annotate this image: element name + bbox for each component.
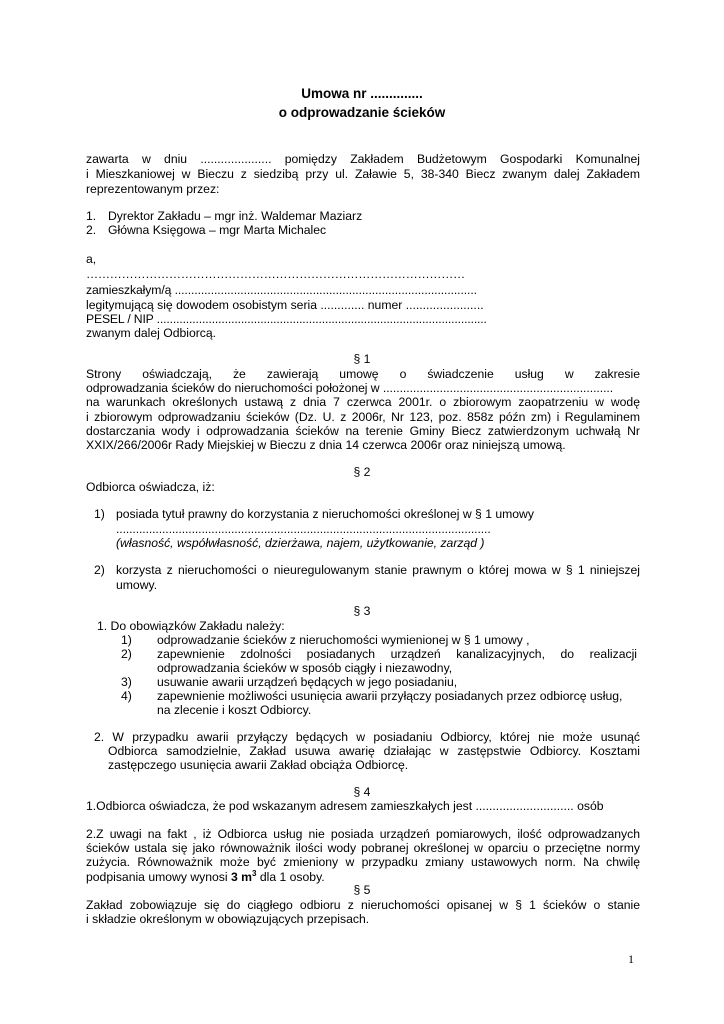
section-intro: Odbiorca oświadcza, iż: — [86, 480, 215, 494]
paragraph-line: dostarczania wody i odprowadzania ścieków na terenie Gminy Biecz zatwierdzonym uchwałą Nr — [86, 424, 640, 438]
paragraph-line: Zakład zobowiązuje się do ciągłego odbioru z nieruchomości opisanej w § 1 ścieków o stanie — [86, 898, 640, 912]
list-item-text: na zlecenie i koszt Odbiorcy. — [157, 703, 312, 717]
page-number: 1 — [628, 952, 634, 966]
list-number: 1) — [94, 507, 105, 521]
list-item-text: zapewnienie zdolności posiadanych urządzeń kanalizacyjnych, do realizacji — [157, 647, 637, 661]
list-item-text: umowy. — [116, 578, 158, 592]
paragraph-line: 2.Z uwagi na fakt , iż Odbiorca usług nie posiada urządzeń pomiarowych, ilość odprowadzanych — [86, 827, 640, 841]
intro-line: zawarta w dniu ..................... pomiędzy Zakładem Budżetowym Gospodarki Komunalnej — [86, 152, 640, 166]
volume-value — [231, 870, 256, 884]
superscript: 3 — [252, 868, 257, 878]
paragraph-line: Odbiorca samodzielnie, Zakład usuwa awarię działając w zastępstwie Odbiorcy. Kosztami — [108, 744, 640, 758]
document-subtitle: o odprowadzanie ścieków — [278, 105, 446, 120]
party-name-dots: …………………………………………………………………………………… — [86, 267, 465, 281]
list-item-text: odprowadzania ścieków w sposób ciągły i niezawodny, — [157, 661, 453, 675]
list-item-text: odprowadzanie ścieków z nieruchomości wymienionej w § 1 umowy , — [157, 633, 530, 647]
list-number: 2. — [86, 223, 97, 237]
intro-line: i Mieszkaniowej w Bieczu z siedzibą przy ul. Załawie 5, 38-340 Biecz zwanym dalej Zakładem — [86, 167, 640, 181]
party-address: zamieszkałym/ą ............................................................................................ — [86, 283, 477, 297]
list-number: 2) — [121, 647, 132, 661]
party-called: zwanym dalej Odbiorcą. — [86, 326, 217, 340]
paragraph-line: ścieków ustala się jako równoważnik ilości wody pobranej określonej w oparciu o przeciętne normy — [86, 841, 640, 855]
representative-text: Główna Księgowa – mgr Marta Michalec — [108, 223, 327, 237]
party-pesel: PESEL / NIP ...................................................................................................... — [86, 312, 487, 326]
paragraph-line: 2. W przypadku awarii przyłączy będących w posiadaniu Odbiorcy, której nie może usunąć — [94, 730, 640, 744]
section-intro: 1. Do obowiązków Zakładu należy: — [97, 619, 285, 633]
list-item-text: korzysta z nieruchomości o nieuregulowanym stanie prawnym o której mowa w § 1 niniejszej — [116, 563, 640, 577]
item-note: (własność, współwłasność, dzierżawa, najem, użytkowanie, zarząd ) — [116, 536, 485, 550]
list-number: 1. — [86, 209, 97, 223]
section-heading: § 5 — [353, 883, 371, 897]
paragraph-line: zastępczego usunięcia awarii Zakład obciąża Odbiorcę. — [108, 758, 409, 772]
list-number: 2) — [94, 563, 105, 577]
list-number: 3) — [121, 675, 132, 689]
representative-item — [86, 223, 327, 238]
text-segment: podpisania umowy wynosi — [86, 870, 231, 884]
section-heading: § 3 — [353, 604, 371, 618]
paragraph-line: odprowadzania ścieków do nieruchomości położonej w ..................................................................... — [86, 381, 614, 395]
paragraph-line: 1.Odbiorca oświadcza, że pod wskazanym adresem zamieszkałych jest ............................. osób — [86, 799, 604, 813]
paragraph-line: Strony oświadczają, że zawierają umowę o świadczenie usług w zakresie — [86, 367, 640, 381]
section-heading: § 2 — [353, 465, 371, 479]
list-item-text: usuwanie awarii urządzeń będących w jego posiadaniu, — [157, 675, 458, 689]
list-number: 1) — [121, 633, 132, 647]
paragraph-line: zużycia. Równoważnik może być zmieniony w przypadku zmiany ustawowych norm. Na chwilę — [86, 855, 640, 869]
representative-text: Dyrektor Zakładu – mgr inż. Waldemar Maziarz — [108, 209, 363, 223]
party-id: legitymującą się dowodem osobistym seria ............. numer ....................... — [86, 298, 484, 312]
document-title: Umowa nr .............. — [301, 86, 423, 101]
paragraph-line: XXIX/266/2006r Rady Miejskiej w Bieczu z dnia 14 czerwca 2006r oraz niniejszą umową. — [86, 438, 566, 452]
fill-in-dots: .................................................................................................................. — [116, 522, 491, 536]
text-segment: dla 1 osoby. — [256, 870, 325, 884]
party-a: a, — [86, 252, 97, 266]
section-heading: § 1 — [353, 352, 371, 366]
intro-line: reprezentowanym przez: — [86, 182, 220, 196]
list-item-text: posiada tytuł prawny do korzystania z nieruchomości określonej w § 1 umowy — [116, 507, 534, 521]
paragraph-line: na warunkach określonych ustawą z dnia 7 czerwca 2001r. o zbiorowym zaopatrzeniu w wodę — [86, 395, 640, 409]
list-item-text: zapewnienie możliwości usunięcia awarii przyłączy posiadanych przez odbiorcę usług, — [157, 689, 623, 703]
list-number: 4) — [121, 689, 132, 703]
paragraph-line: i składzie określonym w obowiązujących przepisach. — [86, 912, 370, 926]
section-heading: § 4 — [353, 785, 371, 799]
paragraph-line: i zbiorowym odprowadzaniu ścieków (Dz. U. z 2006r, Nr 123, poz. 858z późn zm) i Regulaminem — [86, 410, 640, 424]
representative-item — [86, 209, 363, 224]
volume-value-text: 3 m — [230, 870, 252, 884]
